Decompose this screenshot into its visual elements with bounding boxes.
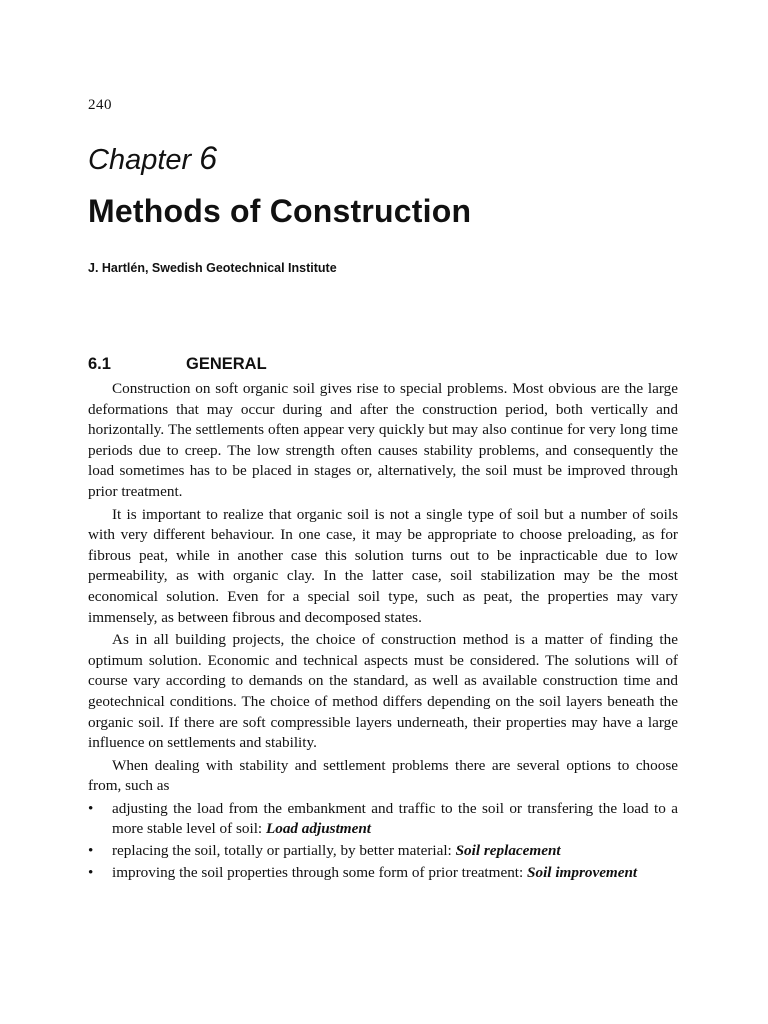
- body-text: [88, 379, 678, 884]
- chapter-label: [88, 140, 217, 178]
- section-heading: [88, 353, 267, 375]
- list-item-text: adjusting the load from the embankment and traffic to the soil or transfering the load to a more stable level of soil:: [112, 799, 678, 838]
- paragraph: It is important to realize that organic soil is not a single type of soil but a number of soils with very different behaviour. In one case, it may be appropriate to choose preloading, as for fibrous peat, while in another case this solution turns out to be inpracticable due to low permeability, as with organic clay. In the latter case, soil stabilization may be the most economical solution. Even for a special soil type, such as peat, the properties may vary immensely, as between fibrous and decomposed states.: [88, 505, 678, 626]
- list-item-text: improving the soil properties through some form of prior treatment:: [112, 863, 528, 881]
- bullet-icon: •: [88, 799, 94, 817]
- paragraph: As in all building projects, the choice of construction method is a matter of finding the optimum solution. Economic and technical aspects must be considered. The solutions will of course vary according to demands on the standard, as well as available construction time and geotechnical conditions. The choice of method differs depending on the soil layers beneath the organic soil. If there are soft compressible layers underneath, their properties may have a large influence on settlements and stability.: [88, 631, 678, 752]
- section-number: 6.1: [88, 355, 111, 373]
- section-title: GENERAL: [186, 355, 267, 373]
- author-line: J. Hartlén, Swedish Geotechnical Institute: [88, 261, 337, 275]
- chapter-number: 6: [199, 140, 218, 176]
- list-item: [88, 841, 678, 862]
- list-item-text: replacing the soil, totally or partially, by better material:: [112, 842, 456, 860]
- list-item-emphasis: Load adjustment: [265, 820, 372, 838]
- list-item-emphasis: Soil improvement: [527, 863, 638, 881]
- list-item: [88, 863, 678, 884]
- page-number: 240: [88, 97, 112, 113]
- bullet-icon: •: [88, 842, 94, 860]
- chapter-word: Chapter: [88, 144, 192, 176]
- paragraph: When dealing with stability and settlement problems there are several options to choose from, such as: [88, 756, 678, 795]
- list-item: [88, 799, 678, 840]
- list-item-emphasis: Soil replacement: [455, 842, 561, 860]
- paragraph: Construction on soft organic soil gives rise to special problems. Most obvious are the large deformations that may occur during and after the construction period, both vertically and horizontally. The settlements often appear very quickly but may also continue for very long time periods due to creep. The low strength often causes stability problems, and consequently the load sometimes has to be placed in stages or, alternatively, the soil must be improved through prior treatment.: [88, 380, 678, 500]
- bullet-list: [88, 799, 678, 883]
- chapter-title: Methods of Construction: [88, 193, 472, 229]
- bullet-icon: •: [88, 863, 94, 881]
